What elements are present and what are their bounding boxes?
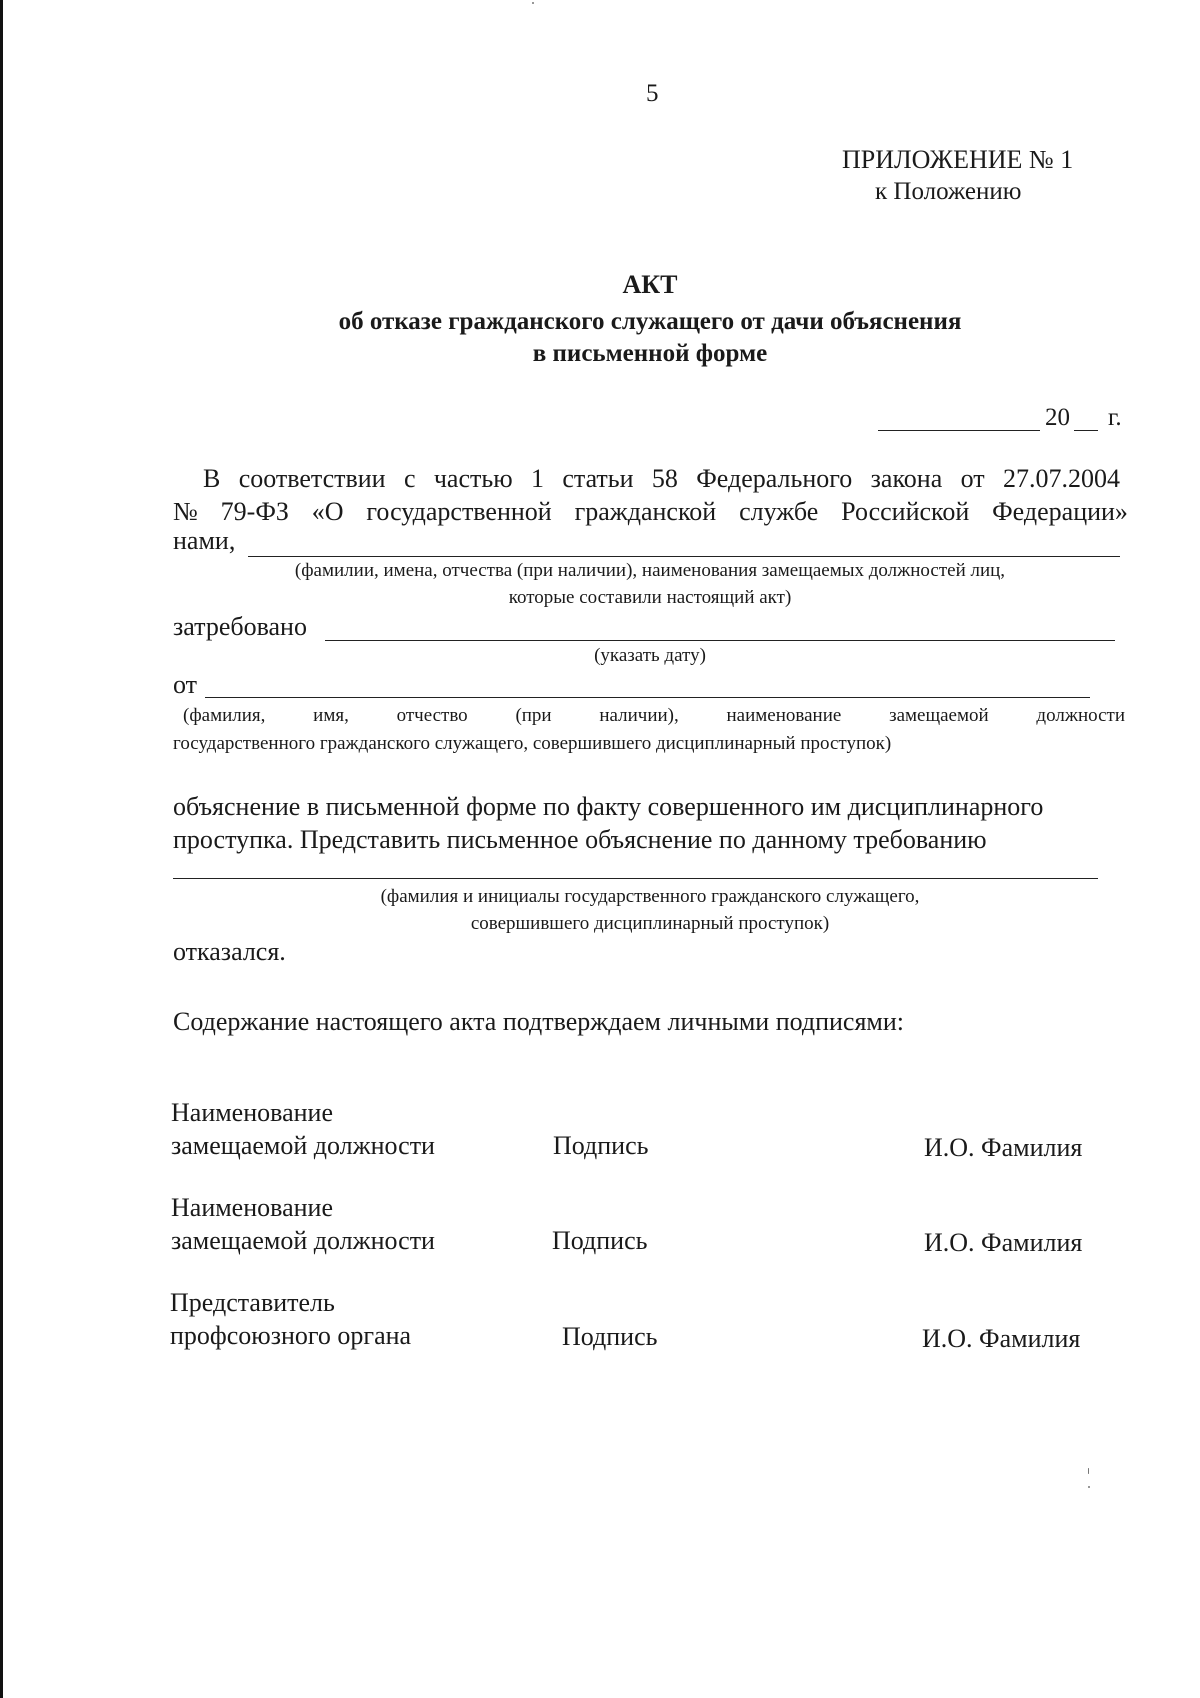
word: «О — [311, 497, 344, 526]
word: 27.07.2004 — [1002, 464, 1120, 493]
date-year-suffix: г. — [1108, 404, 1122, 431]
refused-text: отказался. — [173, 937, 286, 966]
signatory-1-position-line1: Наименование — [171, 1098, 333, 1127]
act-subtitle-line2: в письменной форме — [532, 340, 768, 367]
signatory-3-position-line2: профсоюзного органа — [170, 1321, 412, 1350]
signatory-3-name: И.О. Фамилия — [922, 1324, 1081, 1353]
by-us-hint-line1: (фамилии, имена, отчества (при наличии), наименования замещаемых должностей лиц, — [294, 560, 1006, 581]
signatory-2-position-line1: Наименование — [171, 1193, 333, 1222]
word: Федерального — [696, 464, 853, 493]
word: должности — [1036, 705, 1125, 726]
explanation-line2: проступка. Представить письменное объяснение по данному требованию — [173, 825, 987, 854]
from-hint-line2: государственного гражданского служащего, совершившего дисциплинарный проступок) — [173, 733, 892, 754]
word: № — [173, 497, 198, 526]
signatory-2-position-line2: замещаемой должности — [171, 1226, 435, 1255]
word: Федерации» — [992, 497, 1128, 526]
word: 58 — [651, 464, 678, 493]
body-line-1 — [203, 464, 1120, 494]
word: гражданской — [574, 497, 717, 526]
by-us-label: нами, — [173, 526, 236, 555]
word: отчество — [396, 705, 468, 726]
by-us-hint-line2: которые составили настоящий акт) — [508, 587, 792, 608]
date-year-prefix: 20 — [1045, 404, 1070, 431]
signatory-3-position-line1: Представитель — [170, 1288, 335, 1317]
date-year-line — [1074, 430, 1098, 431]
signatory-1-name: И.О. Фамилия — [924, 1133, 1083, 1162]
act-title: АКТ — [622, 270, 678, 299]
word: государственной — [366, 497, 552, 526]
word: службе — [739, 497, 819, 526]
word: 79-ФЗ — [220, 497, 289, 526]
scan-speck — [532, 2, 534, 4]
word: замещаемой — [889, 705, 989, 726]
act-subtitle-line1: об отказе гражданского служащего от дачи объяснения — [338, 308, 962, 335]
word: 1 — [531, 464, 544, 493]
employee-hint-line1: (фамилия и инициалы государственного гражданского служащего, — [380, 886, 920, 907]
explanation-line1: объяснение в письменной форме по факту совершенного им дисциплинарного — [173, 792, 1044, 821]
appendix-title: ПРИЛОЖЕНИЕ № 1 — [842, 145, 1074, 174]
word: (при — [515, 705, 552, 726]
appendix-reference: к Положению — [875, 178, 1022, 205]
employee-hint-line2: совершившего дисциплинарный проступок) — [470, 913, 830, 934]
confirmation-text: Содержание настоящего акта подтверждаем личными подписями: — [173, 1007, 905, 1036]
date-day-line — [878, 430, 1040, 431]
word: наличии), — [599, 705, 679, 726]
from-hint-line1 — [183, 705, 1125, 727]
requested-fill-line — [325, 640, 1115, 641]
from-label: от — [173, 670, 198, 699]
employee-fill-line — [173, 878, 1098, 879]
word: Российской — [841, 497, 970, 526]
word: (фамилия, — [183, 705, 266, 726]
word: статьи — [562, 464, 634, 493]
word: В — [203, 464, 221, 493]
body-line-2 — [173, 497, 1128, 527]
signatory-1-signature: Подпись — [553, 1131, 649, 1160]
signatory-1-position-line2: замещаемой должности — [171, 1131, 435, 1160]
word: от — [960, 464, 985, 493]
word: с — [403, 464, 416, 493]
scan-speck — [1088, 1486, 1090, 1488]
word: соответствии — [238, 464, 386, 493]
by-us-fill-line — [248, 556, 1120, 557]
signatory-2-name: И.О. Фамилия — [924, 1228, 1083, 1257]
from-fill-line — [205, 697, 1090, 698]
requested-label: затребовано — [173, 612, 307, 641]
word: имя, — [313, 705, 349, 726]
scan-left-edge — [0, 0, 3, 1698]
word: частью — [433, 464, 513, 493]
word: наименование — [726, 705, 842, 726]
scan-speck — [1088, 1468, 1089, 1474]
page-number: 5 — [646, 80, 659, 107]
signatory-2-signature: Подпись — [552, 1226, 648, 1255]
signatory-3-signature: Подпись — [562, 1322, 658, 1351]
word: закона — [870, 464, 943, 493]
requested-hint: (указать дату) — [594, 645, 706, 666]
